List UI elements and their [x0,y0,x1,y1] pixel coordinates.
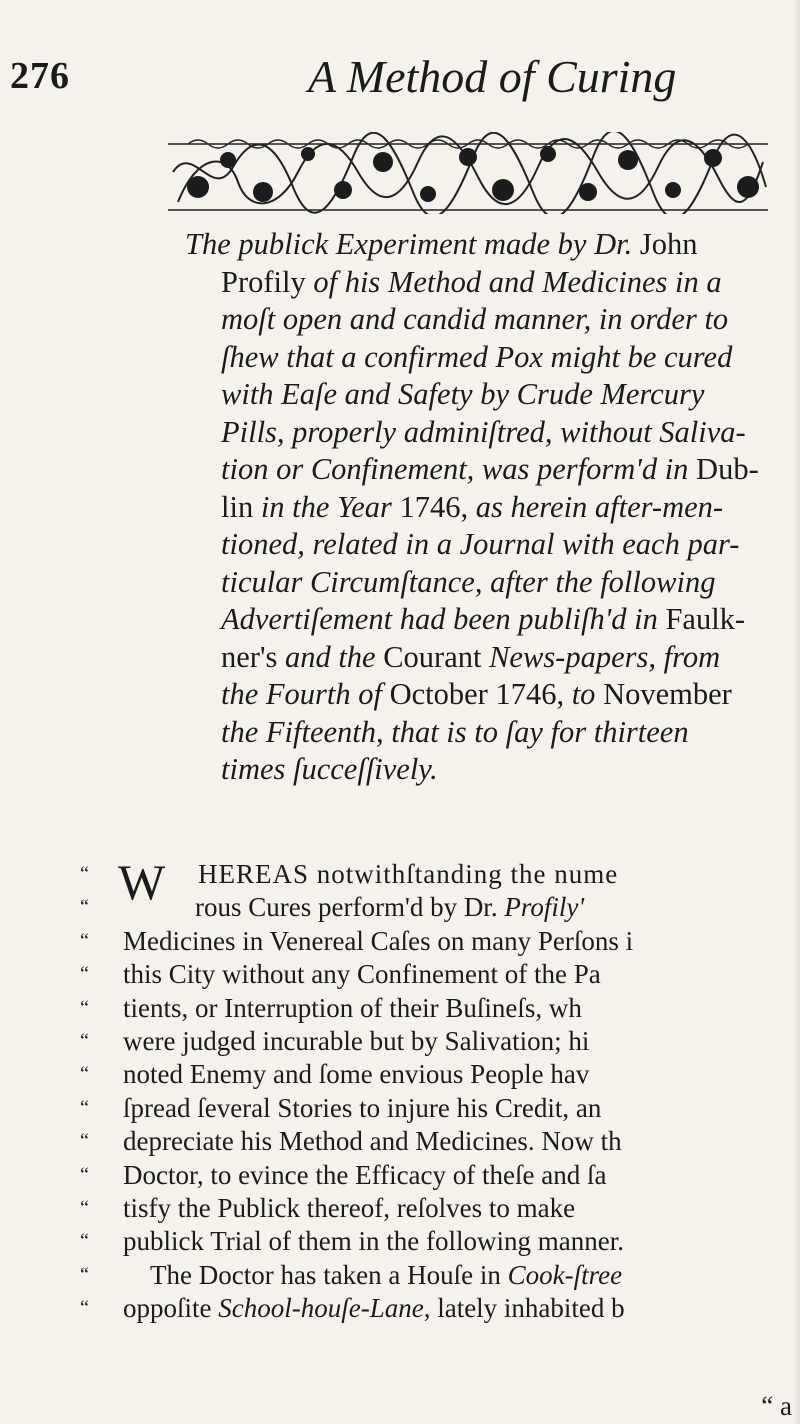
body-line [80,891,800,924]
body-line [80,1292,800,1325]
body-line-text [195,891,584,924]
page-number: 276 [10,55,70,97]
body-text-segment: Cook-ſtree [507,1259,623,1290]
quote-mark: “ [80,963,89,986]
quote-mark: “ [80,996,89,1019]
quote-mark: “ [80,1163,89,1186]
body-text-segment: tients, or Interruption of their Buſineſs, wh [123,992,582,1023]
body-text-segment: oppoſite [123,1293,219,1324]
heading-text: November [603,677,732,711]
body-line-text [123,992,582,1025]
body-line-text [150,1259,622,1292]
body-line [80,958,800,991]
heading-text: the Fifteenth, that is to ſay for thirteen [221,714,689,749]
body-line [80,1225,800,1258]
heading-text: The publick Experiment made by Dr. [185,227,640,261]
heading-text: Dub- [696,452,759,486]
heading-line [185,489,785,527]
heading-line [185,451,785,489]
body-line-text [123,958,601,991]
body-text-segment: Medicines in Venereal Caſes on many Perſons i [123,925,634,956]
quote-mark: “ [80,863,89,885]
heading-text: in the Year [260,489,400,524]
heading-text: as herein after-men- [475,489,724,524]
chapter-heading [185,226,785,789]
heading-text: the Fourth of [221,677,390,711]
heading-text: of his Method and Medicines in a [313,264,722,299]
heading-line [185,601,785,639]
body-line-text [123,1025,589,1058]
body-line [80,1025,800,1058]
quote-mark: “ [80,896,89,919]
heading-line [185,751,785,789]
heading-text: to [571,677,604,711]
heading-text: tioned, related in a Journal with each par- [221,527,740,561]
page-edge-shadow [792,0,800,1424]
body-line-text [123,925,633,958]
heading-line [185,339,785,377]
quote-mark: “ [80,1063,89,1086]
quote-mark: “ [80,1263,89,1286]
body-line [80,992,800,1025]
running-head [0,50,800,110]
body-line-text [123,1225,624,1258]
body-line [80,1125,800,1158]
heading-text: ſhew that a confirmed Pox might be cured [221,339,733,374]
body-line [80,1092,800,1125]
heading-text: News-papers, from [489,639,721,674]
body-line [80,1192,800,1225]
quote-mark: “ [80,1297,89,1320]
heading-line [185,301,785,339]
heading-line [185,414,785,452]
running-title: A Method of Curing [308,51,677,102]
heading-text: with Eaſe and Safety by Crude Mercury [221,377,705,411]
body-line [80,1058,800,1091]
heading-line [185,714,785,752]
drop-cap-rest: HEREAS notwithſtanding the nume [198,859,619,889]
body-text-segment: rous Cures perform'd by Dr. [195,892,505,923]
catchword: “ a [761,1391,792,1421]
heading-line [185,526,785,564]
heading-text: Profily [221,264,314,299]
quote-mark: “ [80,1130,89,1153]
quote-mark: “ [80,1230,89,1253]
heading-text: Courant [383,639,490,674]
body-text-segment: , lately inhabited b [423,1293,625,1324]
drop-cap: W [118,854,166,910]
heading-text: Advertiſement had been publiſh'd in [221,602,666,636]
heading-text: ner's [221,639,285,674]
body-text-segment: noted Enemy and ſome envious People hav [123,1059,590,1090]
body-text [80,854,800,1325]
body-line-text [123,1159,606,1192]
body-text-segment: tisfy the Publick thereof, reſolves to make [123,1192,576,1223]
heading-text: ticular Circumſtance, after the following [221,564,716,599]
heading-text: lin [221,489,261,524]
body-text-segment: Profily' [504,892,585,923]
body-text-segment: this City without any Confinement of the Pa [123,959,601,990]
heading-text: times ſucceſſively. [221,752,438,786]
body-line [80,1159,800,1192]
body-text-segment: were judged incurable but by Salivation; hi [123,1025,590,1056]
body-line-text [123,1092,601,1125]
body-text-segment: The Doctor has taken a Houſe in [150,1259,508,1290]
heading-text: Pills, properly adminiſtred, without Saliva- [221,414,746,449]
heading-line [185,376,785,414]
body-line-text [123,1058,589,1091]
heading-text: October 1746, [389,677,572,711]
heading-text: Faulk- [665,602,746,636]
quote-mark: “ [80,1029,89,1052]
quote-mark: “ [80,1196,89,1219]
body-line [80,1259,800,1292]
headpiece-ornament-icon [168,132,768,214]
heading-line [185,264,785,302]
heading-text: moſt open and candid manner, in order to [221,302,729,336]
heading-text: 1746, [399,489,476,524]
heading-line [185,676,785,714]
body-line-text [123,1292,625,1325]
body-line-text [123,1192,575,1225]
body-text-segment: School-houſe-Lane [218,1293,424,1324]
body-text-segment: ſpread ſeveral Stories to injure his Credit, an [123,1092,602,1123]
heading-line [185,639,785,677]
body-text-segment: Doctor, to evince the Efficacy of theſe and ſa [123,1159,607,1190]
heading-line [185,564,785,602]
heading-line [185,226,785,264]
quote-mark: “ [80,929,89,952]
heading-text: and the [284,639,384,674]
body-line-text [123,1125,622,1158]
body-line [80,925,800,958]
body-text-segment: depreciate his Method and Medicines. Now th [123,1126,622,1157]
heading-text: tion or Confinement, was perform'd in [221,452,697,486]
quote-mark: “ [80,1096,89,1119]
heading-text: John [639,227,698,261]
body-text-segment: publick Trial of them in the following manner. [123,1226,624,1257]
